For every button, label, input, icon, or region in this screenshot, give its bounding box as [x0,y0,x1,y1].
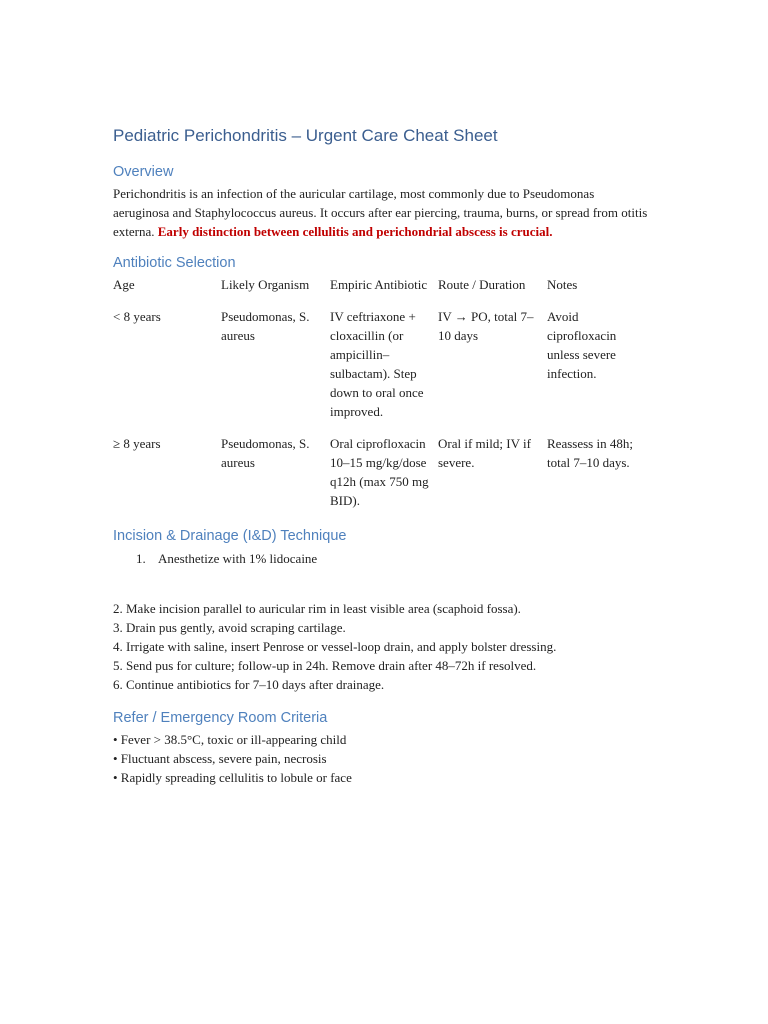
refer-heading: Refer / Emergency Room Criteria [113,710,328,726]
table-row [113,434,653,510]
step-number: 1. [136,551,146,566]
table-row [113,307,653,421]
table-cell: ≥ 8 years [113,436,161,451]
column-header-age: Age [113,277,135,292]
column-header-route: Route / Duration [438,277,526,292]
overview-text: Perichondritis is an infection of the auricular cartilage, most commonly due to Pseudomonas aeruginosa and Staphylococcus aureus. It occurs after ear piercing, trauma, burns, or spread from otitis externa. [113,186,648,239]
list-item: • Rapidly spreading cellulitis to lobule or face [113,770,352,785]
table-cell: IV ceftriaxone + cloxacillin (or ampicillin–sulbactam). Step down to oral once improved. [330,309,424,419]
table-cell: Pseudomonas, S. aureus [221,436,310,470]
page-title: Pediatric Perichondritis – Urgent Care Cheat Sheet [113,126,498,145]
antibiotic-table [113,275,653,510]
list-item [113,549,653,568]
list-item: 6. Continue antibiotics for 7–10 days after drainage. [113,677,385,692]
list-item: 3. Drain pus gently, avoid scraping cartilage. [113,620,346,635]
overview-alert: Early distinction between cellulitis and perichondrial abscess is crucial. [157,224,553,239]
refer-list [113,730,653,787]
technique-heading: Incision & Drainage (I&D) Technique [113,528,347,544]
column-header-antibiotic: Empiric Antibiotic [330,277,428,292]
document-content [113,124,653,787]
list-item: • Fever > 38.5°C, toxic or ill-appearing child [113,732,347,747]
column-header-organism: Likely Organism [221,277,310,292]
table-cell: Avoid ciprofloxacin unless severe infection. [547,309,617,381]
step-text: Anesthetize with 1% lidocaine [158,551,318,566]
table-header-row [113,275,653,294]
table-cell: Pseudomonas, S. aureus [221,309,310,343]
table-cell: IV → PO, total 7–10 days [438,309,534,343]
table-cell: Reassess in 48h; total 7–10 days. [547,436,633,470]
technique-steps [113,599,653,694]
column-header-notes: Notes [547,277,578,292]
antibiotic-heading: Antibiotic Selection [113,255,236,271]
table-cell: Oral if mild; IV if severe. [438,436,531,470]
list-item: 2. Make incision parallel to auricular rim in least visible area (scaphoid fossa). [113,601,521,616]
overview-heading: Overview [113,164,174,180]
overview-paragraph [113,184,653,241]
table-cell: < 8 years [113,309,161,324]
table-cell: Oral ciprofloxacin 10–15 mg/kg/dose q12h (max 750 mg BID). [330,436,429,508]
list-item: 4. Irrigate with saline, insert Penrose or vessel-loop drain, and apply bolster dressing. [113,639,557,654]
list-item: • Fluctuant abscess, severe pain, necrosis [113,751,327,766]
list-item: 5. Send pus for culture; follow-up in 24h. Remove drain after 48–72h if resolved. [113,658,537,673]
